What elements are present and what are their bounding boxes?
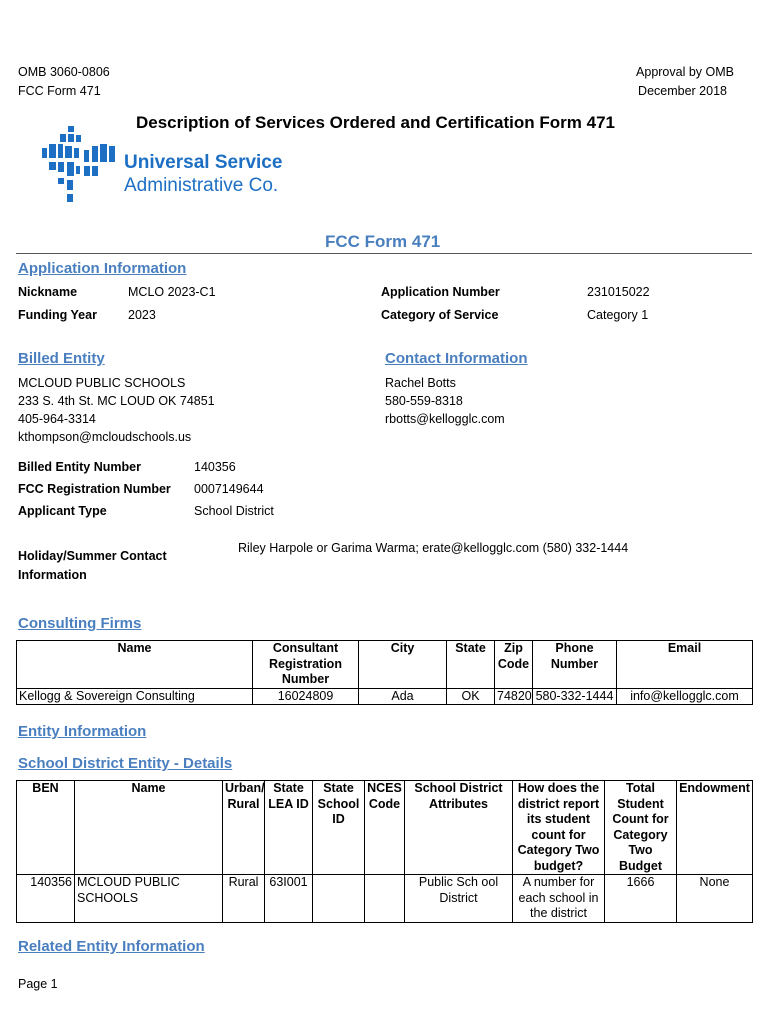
application-number-value: 231015022 xyxy=(587,285,650,299)
consulting-firms-table xyxy=(16,640,753,705)
entity-endowment: None xyxy=(677,875,753,923)
table-row xyxy=(17,875,753,923)
col-ben: BEN xyxy=(17,781,75,875)
entity-nces-code xyxy=(365,875,405,923)
contact-email[interactable]: rbotts@kellogglc.com xyxy=(385,412,505,426)
applicant-type-label: Applicant Type xyxy=(18,504,107,518)
col-endowment: Endowment xyxy=(677,781,753,875)
contact-info-heading: Contact Information xyxy=(385,350,528,367)
col-registration: Consultant Registration Number xyxy=(253,641,359,689)
entity-urban-rural: Rural xyxy=(223,875,265,923)
approval-date: December 2018 xyxy=(638,84,727,98)
consultant-name: Kellogg & Sovereign Consulting xyxy=(17,688,253,705)
col-total-student-count: Total Student Count for Category Two Budget xyxy=(605,781,677,875)
col-email: Email xyxy=(617,641,753,689)
holiday-contact-label-1: Holiday/Summer Contact xyxy=(18,549,167,563)
col-district-attributes: School District Attributes xyxy=(405,781,513,875)
entity-state-school-id xyxy=(313,875,365,923)
entity-student-count-method: A number for each school in the district xyxy=(513,875,605,923)
nickname-value: MCLO 2023-C1 xyxy=(128,285,216,299)
fcc-registration-value: 0007149644 xyxy=(194,482,264,496)
consultant-state: OK xyxy=(447,688,495,705)
billed-entity-phone: 405-964-3314 xyxy=(18,412,96,426)
ben-label: Billed Entity Number xyxy=(18,460,141,474)
school-district-details-heading: School District Entity - Details xyxy=(18,755,233,772)
consultant-registration: 16024809 xyxy=(253,688,359,705)
consultant-email[interactable]: info@kellogglc.com xyxy=(617,688,753,705)
col-student-count-method: How does the district report its student count for Category Two budget? xyxy=(513,781,605,875)
application-number-label: Application Number xyxy=(381,285,500,299)
usac-logo-mark xyxy=(40,126,118,212)
consultant-zip: 74820 xyxy=(495,688,533,705)
form-title: FCC Form 471 xyxy=(325,232,441,251)
fcc-registration-label: FCC Registration Number xyxy=(18,482,171,496)
category-value: Category 1 xyxy=(587,308,649,322)
holiday-contact-label-2: Information xyxy=(18,568,87,582)
col-state-lea-id: State LEA ID xyxy=(265,781,313,875)
applicant-type-value: School District xyxy=(194,504,274,518)
col-name: Name xyxy=(17,641,253,689)
usac-logo xyxy=(40,126,283,212)
category-label: Category of Service xyxy=(381,308,499,322)
school-district-table xyxy=(16,780,753,923)
logo-text-line2: Administrative Co. xyxy=(124,175,279,196)
billed-entity-name: MCLOUD PUBLIC SCHOOLS xyxy=(18,376,186,390)
omb-approval: Approval by OMB xyxy=(636,65,734,79)
contact-phone: 580-559-8318 xyxy=(385,394,463,408)
entity-ben: 140356 xyxy=(17,875,75,923)
page-number: Page 1 xyxy=(18,977,58,991)
ben-value: 140356 xyxy=(194,460,236,474)
page-title: Description of Services Ordered and Certification Form 471 xyxy=(136,113,615,132)
related-entity-heading: Related Entity Information xyxy=(18,938,205,955)
omb-number: OMB 3060-0806 xyxy=(18,65,110,79)
form-title-rule xyxy=(16,253,752,254)
entity-info-heading: Entity Information xyxy=(18,723,147,740)
entity-district-attributes: Public Sch ool District xyxy=(405,875,513,923)
col-nces-code: NCES Code xyxy=(365,781,405,875)
consulting-header-row xyxy=(17,641,753,689)
form-number: FCC Form 471 xyxy=(18,84,101,98)
billed-entity-heading: Billed Entity xyxy=(18,350,105,367)
funding-year-label: Funding Year xyxy=(18,308,97,322)
col-state-school-id: State School ID xyxy=(313,781,365,875)
holiday-contact-value: Riley Harpole or Garima Warma; erate@kellogglc.com (580) 332-1444 xyxy=(238,541,629,555)
col-urban-rural: Urban/ Rural xyxy=(223,781,265,875)
col-state: State xyxy=(447,641,495,689)
col-zip: Zip Code xyxy=(495,641,533,689)
nickname-label: Nickname xyxy=(18,285,78,299)
logo-text-line1: Universal Service xyxy=(124,152,283,173)
table-row xyxy=(17,688,753,705)
consulting-firms-heading: Consulting Firms xyxy=(18,615,142,632)
entity-state-lea-id: 63I001 xyxy=(265,875,313,923)
application-info-heading: Application Information xyxy=(18,260,187,277)
consultant-city: Ada xyxy=(359,688,447,705)
col-phone: Phone Number xyxy=(533,641,617,689)
consultant-phone: 580-332-1444 xyxy=(533,688,617,705)
entity-name: MCLOUD PUBLIC SCHOOLS xyxy=(75,875,223,923)
entity-total-student-count: 1666 xyxy=(605,875,677,923)
col-city: City xyxy=(359,641,447,689)
funding-year-value: 2023 xyxy=(128,308,156,322)
col-entity-name: Name xyxy=(75,781,223,875)
billed-entity-email[interactable]: kthompson@mcloudschools.us xyxy=(18,430,192,444)
entity-header-row xyxy=(17,781,753,875)
contact-name: Rachel Botts xyxy=(385,376,456,390)
billed-entity-address: 233 S. 4th St. MC LOUD OK 74851 xyxy=(18,394,215,408)
